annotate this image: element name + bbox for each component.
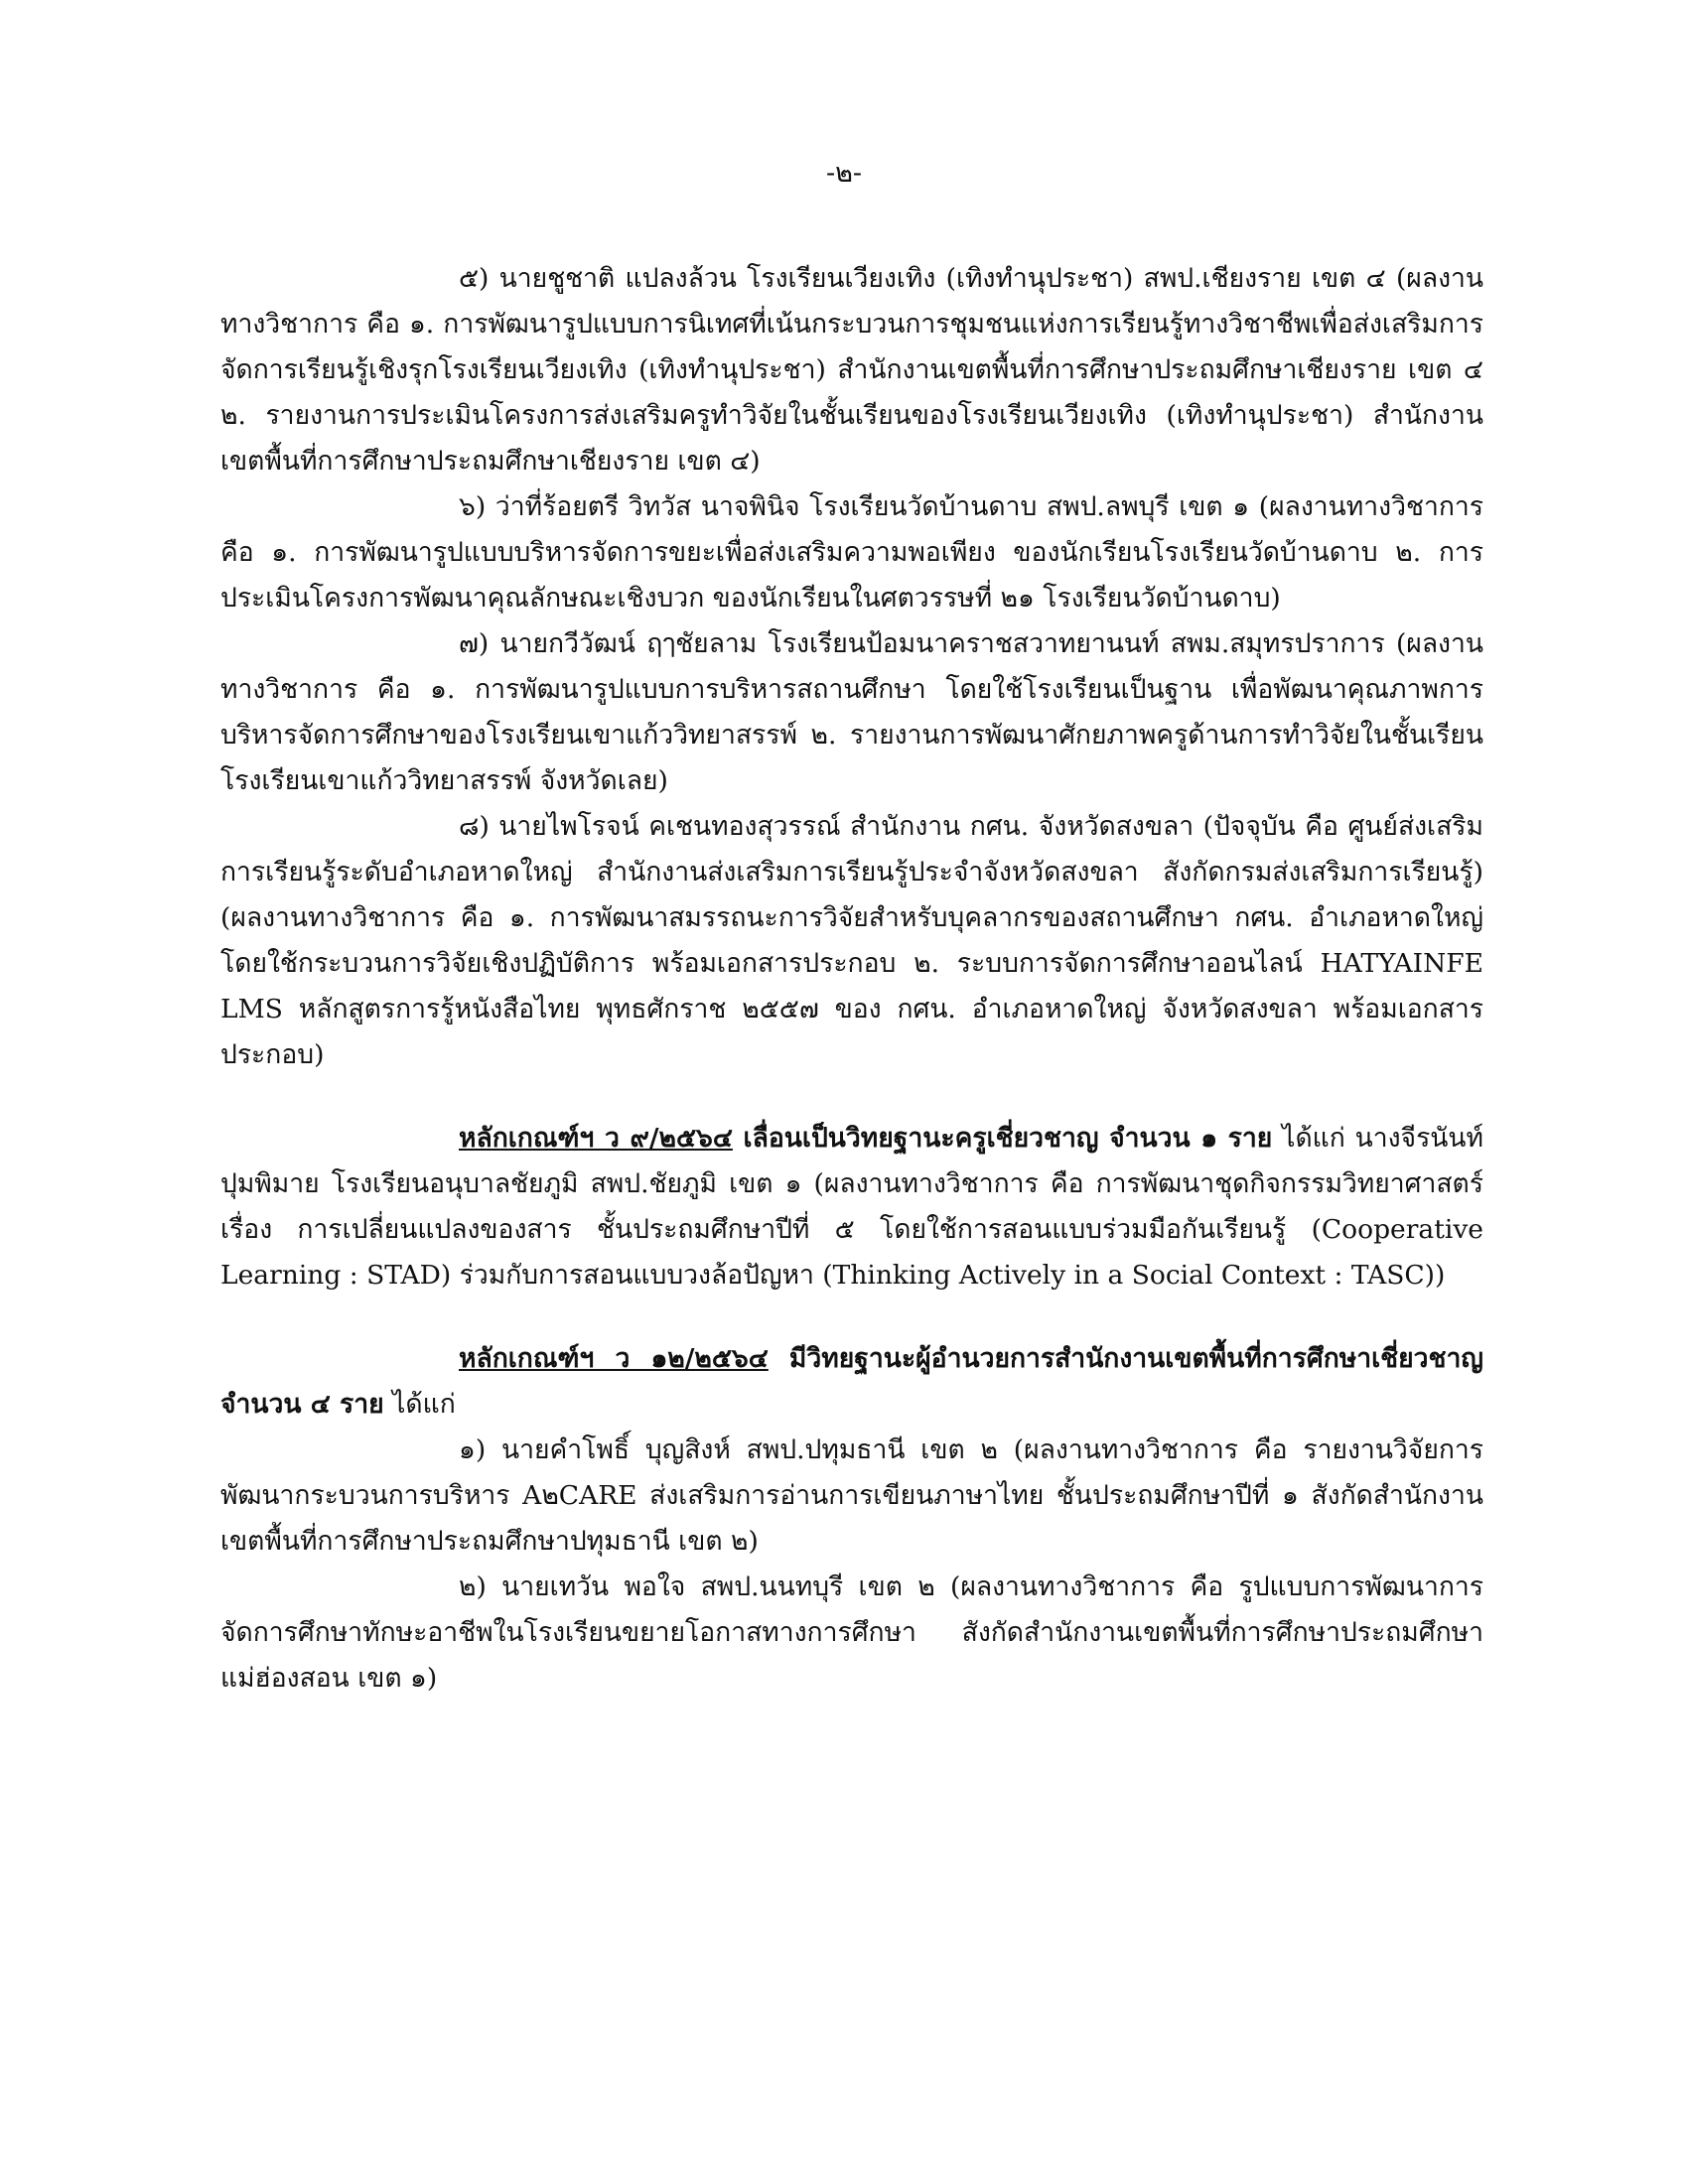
list-item: ๖) ว่าที่ร้อยตรี วิทวัส นาจพินิจ โรงเรียนวัดบ้านดาบ สพป.ลพบุรี เขต ๑ (ผลงานทางวิชาการ คือ ๑. การพัฒนารูปแบบบริหารจัดการขยะเพื่อส่งเสริมความพอเพียง ของนักเรียนโรงเรียนวัดบ้านดาบ ๒. การประเมินโครงการพัฒนาคุณลักษณะเชิงบวก ของนักเรียนในศตวรรษที่ ๒๑ โรงเรียนวัดบ้านดาบ)	[220, 491, 1483, 614]
section-body: ได้แก่ นางจีรนันท์ ปุมพิมาย โรงเรียนอนุบาลชัยภูมิ สพป.ชัยภูมิ เขต ๑ (ผลงานทางวิชาการ คือ การพัฒนาชุดกิจกรรมวิทยาศาสตร์ เรื่อง การเปลี่ยนแปลงของสาร ชั้นประถมศึกษาปีที่ ๕ โดยใช้การสอนแบบร่วมมือกันเรียนรู้ (Cooperative Learning : STAD) ร่วมกับการสอนแบบวงล้อปัญหา (Thinking Actively in a Social Context : TASC))	[220, 1123, 1484, 1291]
page-number: -๒-	[825, 158, 863, 189]
list-item: ๒) นายเทวัน พอใจ สพป.นนทบุรี เขต ๒ (ผลงานทางวิชาการ คือ รูปแบบการพัฒนาการจัดการศึกษาทักษะอาชีพในโรงเรียนขยายโอกาสทางการศึกษา สังกัดสำนักงานเขตพื้นที่การศึกษาประถมศึกษาแม่ฮ่องสอน เขต ๑)	[220, 1571, 1483, 1694]
list-item: ๘) นายไพโรจน์ คเชนทองสุวรรณ์ สำนักงาน กศน. จังหวัดสงขลา (ปัจจุบัน คือ ศูนย์ส่งเสริมการเรียนรู้ระดับอำเภอหาดใหญ่ สำนักงานส่งเสริมการเรียนรู้ประจำจังหวัดสงขลา สังกัดกรมส่งเสริมการเรียนรู้) (ผลงานทางวิชาการ คือ ๑. การพัฒนาสมรรถนะการวิจัยสำหรับบุคลากรของสถานศึกษา กศน. อำเภอหาดใหญ่ โดยใช้กระบวนการวิจัยเชิงปฏิบัติการ พร้อมเอกสารประกอบ ๒. ระบบการจัดการศึกษาออนไลน์ HATYAINFE LMS หลักสูตรการรู้หนังสือไทย พุทธศักราช ๒๕๕๗ ของ กศน. อำเภอหาดใหญ่ จังหวัดสงขลา พร้อมเอกสารประกอบ)	[220, 811, 1483, 1070]
section-body: ได้แก่	[383, 1389, 456, 1420]
director-section-heading	[220, 1336, 1483, 1428]
document-body	[220, 256, 1483, 1702]
list-item: ๑) นายคำโพธิ์ บุญสิงห์ สพป.ปทุมธานี เขต ๒ (ผลงานทางวิชาการ คือ รายงานวิจัยการพัฒนากระบวนการบริหาร A๒CARE ส่งเสริมการอ่านการเขียนภาษาไทย ชั้นประถมศึกษาปีที่ ๑ สังกัดสำนักงานเขตพื้นที่การศึกษาประถมศึกษาปทุมธานี เขต ๒)	[220, 1434, 1483, 1557]
criteria-reference: หลักเกณฑ์ฯ ว ๙/๒๕๖๔	[459, 1123, 733, 1154]
criteria-title: มีวิทยฐานะผู้อำนวยการสำนักงานเขตพื้นที่การศึกษาเชี่ยวชาญ จำนวน ๔ ราย	[220, 1343, 1483, 1420]
expert-teacher-section	[220, 1116, 1483, 1298]
list-item: ๕) นายชูชาติ แปลงล้วน โรงเรียนเวียงเทิง (เทิงทำนุประชา) สพป.เชียงราย เขต ๔ (ผลงานทางวิชาการ คือ ๑. การพัฒนารูปแบบการนิเทศที่เน้นกระบวนการชุมชนแห่งการเรียนรู้ทางวิชาชีพเพื่อส่งเสริมการจัดการเรียนรู้เชิงรุกโรงเรียนเวียงเทิง (เทิงทำนุประชา) สำนักงานเขตพื้นที่การศึกษาประถมศึกษาเชียงราย เขต ๔ ๒. รายงานการประเมินโครงการส่งเสริมครูทำวิจัยในชั้นเรียนของโรงเรียนเวียงเทิง (เทิงทำนุประชา) สำนักงานเขตพื้นที่การศึกษาประถมศึกษาเชียงราย เขต ๔)	[220, 263, 1483, 477]
criteria-title: เลื่อนเป็นวิทยฐานะครูเชี่ยวชาญ จำนวน ๑ ราย	[732, 1123, 1273, 1154]
list-item: ๗) นายกวีวัฒน์ ฤๅชัยลาม โรงเรียนป้อมนาคราชสวาทยานนท์ สพม.สมุทรปราการ (ผลงานทางวิชาการ คือ ๑. การพัฒนารูปแบบการบริหารสถานศึกษา โดยใช้โรงเรียนเป็นฐาน เพื่อพัฒนาคุณภาพการบริหารจัดการศึกษาของโรงเรียนเขาแก้ววิทยาสรรพ์ ๒. รายงานการพัฒนาศักยภาพครูด้านการทำวิจัยในชั้นเรียนโรงเรียนเขาแก้ววิทยาสรรพ์ จังหวัดเลย)	[220, 628, 1483, 796]
criteria-reference: หลักเกณฑ์ฯ ว ๑๒/๒๕๖๔	[459, 1343, 769, 1374]
